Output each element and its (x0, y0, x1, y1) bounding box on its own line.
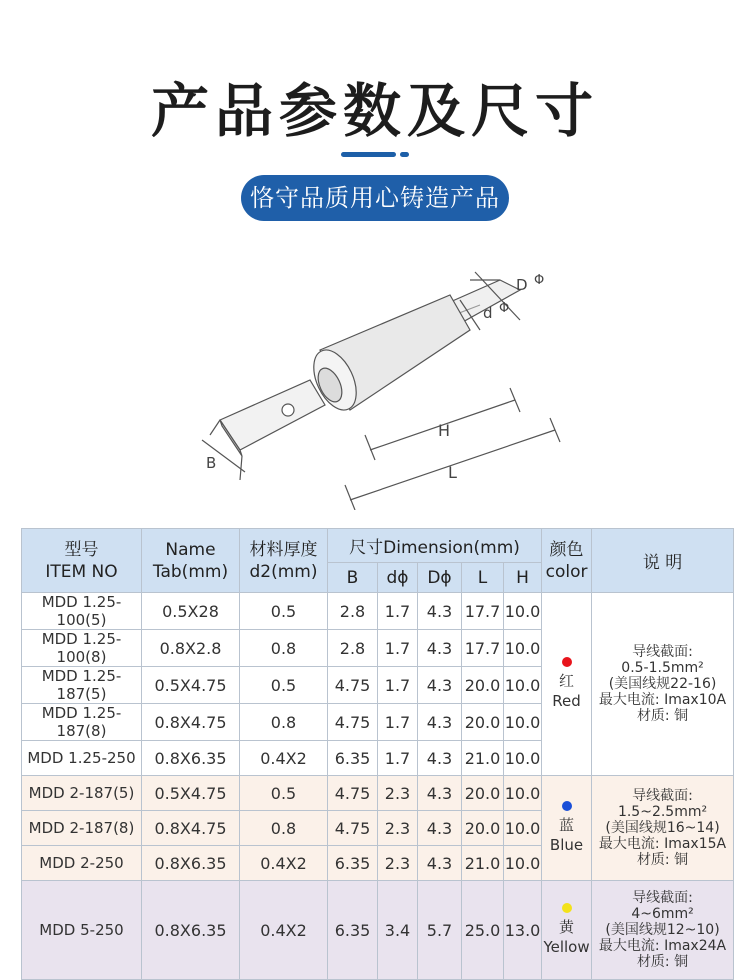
dphi-cell: 3.4 (378, 881, 418, 980)
description-line: 导线截面: (632, 890, 693, 906)
b-cell: 4.75 (328, 704, 378, 741)
Dphi-cell: 4.3 (418, 811, 462, 846)
color-cell (542, 776, 592, 881)
model-cell: MDD 1.25-187(5) (22, 667, 142, 704)
description-line: 最大电流: Imax10A (598, 692, 727, 708)
l-cell: 21.0 (462, 846, 504, 881)
model-cell: MDD 1.25-250 (22, 741, 142, 776)
description-line: 材质: 铜 (636, 954, 689, 970)
label-L: L (448, 463, 457, 482)
Dphi-cell: 4.3 (418, 846, 462, 881)
spec-table (21, 528, 734, 980)
h-cell: 10.0 (504, 846, 542, 881)
l-cell: 25.0 (462, 881, 504, 980)
b-cell: 4.75 (328, 776, 378, 811)
b-cell: 2.8 (328, 593, 378, 630)
thickness-cell: 0.4X2 (240, 881, 328, 980)
h-cell: 10.0 (504, 741, 542, 776)
model-cell: MDD 1.25-187(8) (22, 704, 142, 741)
thickness-cell: 0.4X2 (240, 741, 328, 776)
dphi-cell: 1.7 (378, 667, 418, 704)
label-H: H (438, 421, 451, 440)
title-underline (341, 152, 396, 157)
terminal-dimension-diagram (180, 260, 580, 510)
thickness-cell: 0.5 (240, 667, 328, 704)
color-cell (542, 881, 592, 980)
description-line: 4~6mm² (631, 906, 694, 922)
header-name: Name Tab(mm) (142, 529, 240, 593)
description-line: 0.5-1.5mm² (621, 660, 704, 676)
model-cell: MDD 2-250 (22, 846, 142, 881)
model-cell: MDD 2-187(5) (22, 776, 142, 811)
h-cell: 13.0 (504, 881, 542, 980)
description-line: (美国线规16~14) (605, 820, 720, 836)
Dphi-cell: 4.3 (418, 630, 462, 667)
tab-cell: 0.8X2.8 (142, 630, 240, 667)
Dphi-cell: 4.3 (418, 704, 462, 741)
color-name-en: Blue (549, 836, 584, 854)
description-line: 最大电流: Imax15A (598, 836, 727, 852)
description-line: 材质: 铜 (636, 708, 689, 724)
slogan-badge: 恪守品质用心铸造产品 (241, 175, 509, 221)
color-cell (542, 593, 592, 776)
thickness-cell: 0.5 (240, 776, 328, 811)
description-line: 材质: 铜 (636, 852, 689, 868)
l-cell: 21.0 (462, 741, 504, 776)
l-cell: 20.0 (462, 776, 504, 811)
page-title: 产品参数及尺寸 (150, 77, 599, 145)
header-thickness: 材料厚度 d2(mm) (240, 529, 328, 593)
description-line: 最大电流: Imax24A (598, 938, 727, 954)
table-row (22, 881, 734, 980)
header-B: B (328, 563, 378, 593)
model-cell: MDD 1.25-100(8) (22, 630, 142, 667)
color-dot-icon (562, 903, 572, 913)
label-D: D (516, 276, 528, 294)
l-cell: 17.7 (462, 630, 504, 667)
thickness-cell: 0.5 (240, 593, 328, 630)
b-cell: 4.75 (328, 811, 378, 846)
thickness-cell: 0.8 (240, 630, 328, 667)
Dphi-cell: 4.3 (418, 667, 462, 704)
tab-cell: 0.8X6.35 (142, 741, 240, 776)
h-cell: 10.0 (504, 667, 542, 704)
h-cell: 10.0 (504, 630, 542, 667)
tab-cell: 0.5X4.75 (142, 776, 240, 811)
b-cell: 6.35 (328, 846, 378, 881)
h-cell: 10.0 (504, 704, 542, 741)
description-line: (美国线规22-16) (608, 676, 717, 692)
header-dphi: dϕ (378, 563, 418, 593)
description-cell (592, 881, 734, 980)
description-line: (美国线规12~10) (605, 922, 720, 938)
h-cell: 10.0 (504, 776, 542, 811)
dphi-cell: 2.3 (378, 811, 418, 846)
description-line: 导线截面: (632, 644, 693, 660)
header-dimension: 尺寸Dimension(mm) (328, 529, 542, 563)
header-color: 颜色 color (542, 529, 592, 593)
thickness-cell: 0.8 (240, 811, 328, 846)
description-cell (592, 776, 734, 881)
label-d: d (483, 304, 493, 322)
tab-cell: 0.8X6.35 (142, 846, 240, 881)
color-dot-icon (562, 657, 572, 667)
dphi-cell: 1.7 (378, 704, 418, 741)
b-cell: 6.35 (328, 741, 378, 776)
label-d-phi: Φ (499, 301, 510, 316)
model-cell: MDD 1.25-100(5) (22, 593, 142, 630)
model-cell: MDD 5-250 (22, 881, 142, 980)
description-line: 1.5~2.5mm² (617, 804, 708, 820)
color-name-cn: 红 (559, 672, 575, 690)
h-cell: 10.0 (504, 811, 542, 846)
header-model: 型号 ITEM NO (22, 529, 142, 593)
title-underline-dot (400, 152, 409, 157)
b-cell: 6.35 (328, 881, 378, 980)
thickness-cell: 0.8 (240, 704, 328, 741)
l-cell: 20.0 (462, 667, 504, 704)
b-cell: 4.75 (328, 667, 378, 704)
description-line: 导线截面: (632, 788, 693, 804)
dphi-cell: 2.3 (378, 776, 418, 811)
color-name-cn: 蓝 (559, 816, 575, 834)
color-dot-icon (562, 801, 572, 811)
color-name-cn: 黄 (559, 918, 575, 936)
dphi-cell: 1.7 (378, 630, 418, 667)
header-description: 说 明 (592, 529, 734, 593)
table-row (22, 593, 734, 630)
dphi-cell: 1.7 (378, 593, 418, 630)
thickness-cell: 0.4X2 (240, 846, 328, 881)
header-H: H (504, 563, 542, 593)
color-name-en: Yellow (543, 938, 590, 956)
header-L: L (462, 563, 504, 593)
l-cell: 20.0 (462, 704, 504, 741)
b-cell: 2.8 (328, 630, 378, 667)
tab-cell: 0.5X28 (142, 593, 240, 630)
description-cell (592, 593, 734, 776)
dphi-cell: 2.3 (378, 846, 418, 881)
Dphi-cell: 4.3 (418, 741, 462, 776)
Dphi-cell: 4.3 (418, 776, 462, 811)
Dphi-cell: 4.3 (418, 593, 462, 630)
color-name-en: Red (552, 692, 581, 710)
tab-cell: 0.5X4.75 (142, 667, 240, 704)
spec-table-body (22, 593, 734, 980)
l-cell: 17.7 (462, 593, 504, 630)
tab-cell: 0.8X4.75 (142, 704, 240, 741)
label-D-phi: Φ (534, 273, 545, 288)
Dphi-cell: 5.7 (418, 881, 462, 980)
l-cell: 20.0 (462, 811, 504, 846)
tab-cell: 0.8X4.75 (142, 811, 240, 846)
model-cell: MDD 2-187(8) (22, 811, 142, 846)
tab-cell: 0.8X6.35 (142, 881, 240, 980)
dphi-cell: 1.7 (378, 741, 418, 776)
header-Dphi: Dϕ (418, 563, 462, 593)
label-B: B (206, 454, 217, 472)
h-cell: 10.0 (504, 593, 542, 630)
table-row (22, 776, 734, 811)
